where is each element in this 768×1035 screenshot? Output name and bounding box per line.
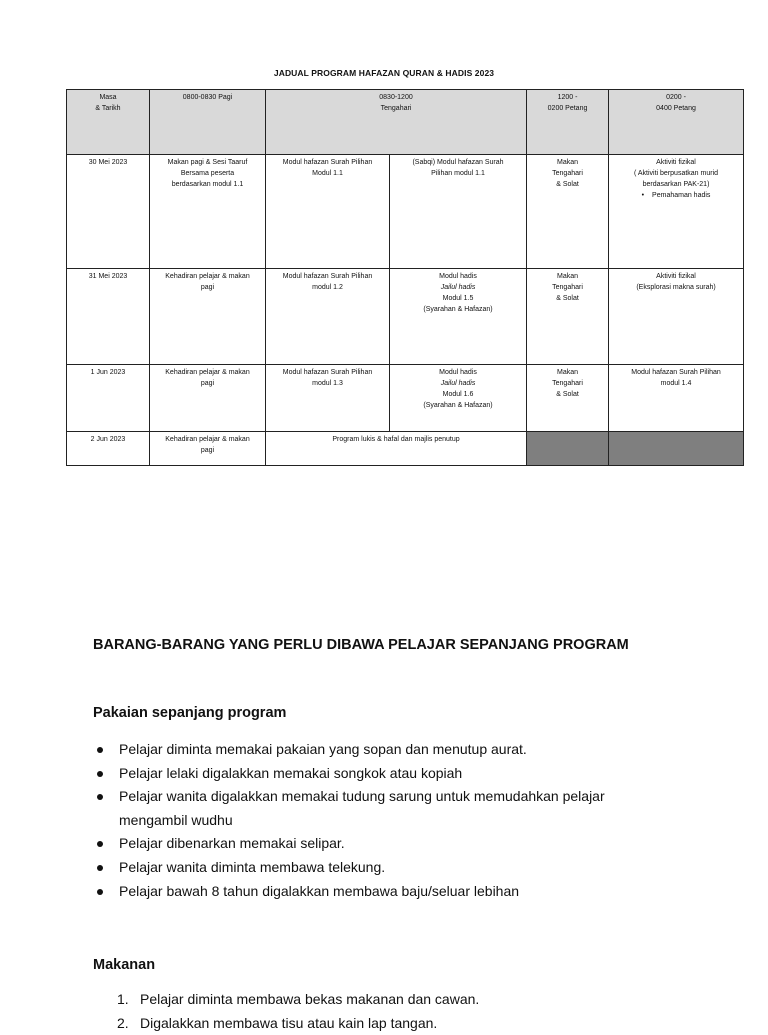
row-slot-2a: Modul hafazan Surah Pilihan modul 1.2	[266, 269, 390, 365]
row-slot-2b: Modul hadis Jailul hadis Modul 1.5 (Syarahan & Hafazan)	[390, 269, 527, 365]
list-item: Pelajar diminta memakai pakaian yang sopan dan menutup aurat.	[93, 738, 693, 762]
row-date: 30 Mei 2023	[67, 155, 150, 269]
items-section-title: BARANG-BARANG YANG PERLU DIBAWA PELAJAR SEPANJANG PROGRAM	[93, 637, 629, 653]
list-text: Pelajar diminta membawa bekas makanan dan cawan.	[140, 991, 480, 1007]
list-number: 1.	[117, 991, 129, 1007]
row-slot-4: Modul hafazan Surah Pilihan modul 1.4	[609, 365, 744, 432]
list-item: Pelajar wanita diminta membawa telekung.	[93, 856, 693, 880]
row-slot-3: Makan Tengahari & Solat	[527, 365, 609, 432]
list-item: Pelajar lelaki digalakkan memakai songkok atau kopiah	[93, 762, 693, 786]
row-slot-2b: (Sabqi) Modul hafazan Surah Pilihan modul 1.1	[390, 155, 527, 269]
table-row	[67, 155, 744, 269]
row-slot-2a: Modul hafazan Surah Pilihan modul 1.3	[266, 365, 390, 432]
list-item	[93, 988, 693, 1012]
list-item	[93, 1012, 693, 1035]
row-slot-3: Makan Tengahari & Solat	[527, 269, 609, 365]
row-slot-4: Aktiviti fizikal ( Aktiviti berpusatkan murid berdasarkan PAK-21) • Pemahaman hadis	[609, 155, 744, 269]
row-slot-2: Program lukis & hafal dan majlis penutup	[266, 432, 527, 466]
food-section-title: Makanan	[93, 957, 156, 973]
row-slot-3: Makan Tengahari & Solat	[527, 155, 609, 269]
table-row	[67, 269, 744, 365]
table-header-row	[67, 90, 744, 155]
header-slot-4: 0200 - 0400 Petang	[609, 90, 744, 155]
row-date: 31 Mei 2023	[67, 269, 150, 365]
schedule-title: JADUAL PROGRAM HAFAZAN QURAN & HADIS 2023	[273, 68, 495, 78]
list-item: Pelajar bawah 8 tahun digalakkan membawa baju/seluar lebihan	[93, 880, 693, 904]
row-slot-2b: Modul hadis Jailul hadis Modul 1.6 (Syarahan & Hafazan)	[390, 365, 527, 432]
row-slot-1: Makan pagi & Sesi Taaruf Bersama peserta berdasarkan modul 1.1	[150, 155, 266, 269]
clothing-list	[93, 738, 693, 903]
bullet-item: • Pemahaman hadis	[612, 190, 740, 201]
row-slot-4: Aktiviti fizikal (Eksplorasi makna surah)	[609, 269, 744, 365]
list-item: Pelajar wanita digalakkan memakai tudung sarung untuk memudahkan pelajar mengambil wudhu	[93, 785, 639, 832]
header-slot-2: 0830-1200 Tengahari	[266, 90, 527, 155]
clothing-section-title: Pakaian sepanjang program	[93, 705, 287, 721]
row-date: 2 Jun 2023	[67, 432, 150, 466]
list-text: Digalakkan membawa tisu atau kain lap tangan.	[140, 1014, 438, 1031]
header-slot-3: 1200 - 0200 Petang	[527, 90, 609, 155]
schedule-table	[66, 89, 744, 466]
list-item: Pelajar dibenarkan memakai selipar.	[93, 832, 693, 856]
table-row	[67, 432, 744, 466]
row-slot-1: Kehadiran pelajar & makan pagi	[150, 432, 266, 466]
row-slot-1: Kehadiran pelajar & makan pagi	[150, 365, 266, 432]
header-masa: Masa & Tarikh	[67, 90, 150, 155]
food-list	[93, 988, 693, 1035]
row-date: 1 Jun 2023	[67, 365, 150, 432]
header-slot-1: 0800-0830 Pagi	[150, 90, 266, 155]
row-slot-4-shaded	[609, 432, 744, 466]
row-slot-3-shaded	[527, 432, 609, 466]
row-slot-1: Kehadiran pelajar & makan pagi	[150, 269, 266, 365]
list-number: 2.	[117, 1014, 129, 1031]
table-row	[67, 365, 744, 432]
row-slot-2a: Modul hafazan Surah Pilihan Modul 1.1	[266, 155, 390, 269]
